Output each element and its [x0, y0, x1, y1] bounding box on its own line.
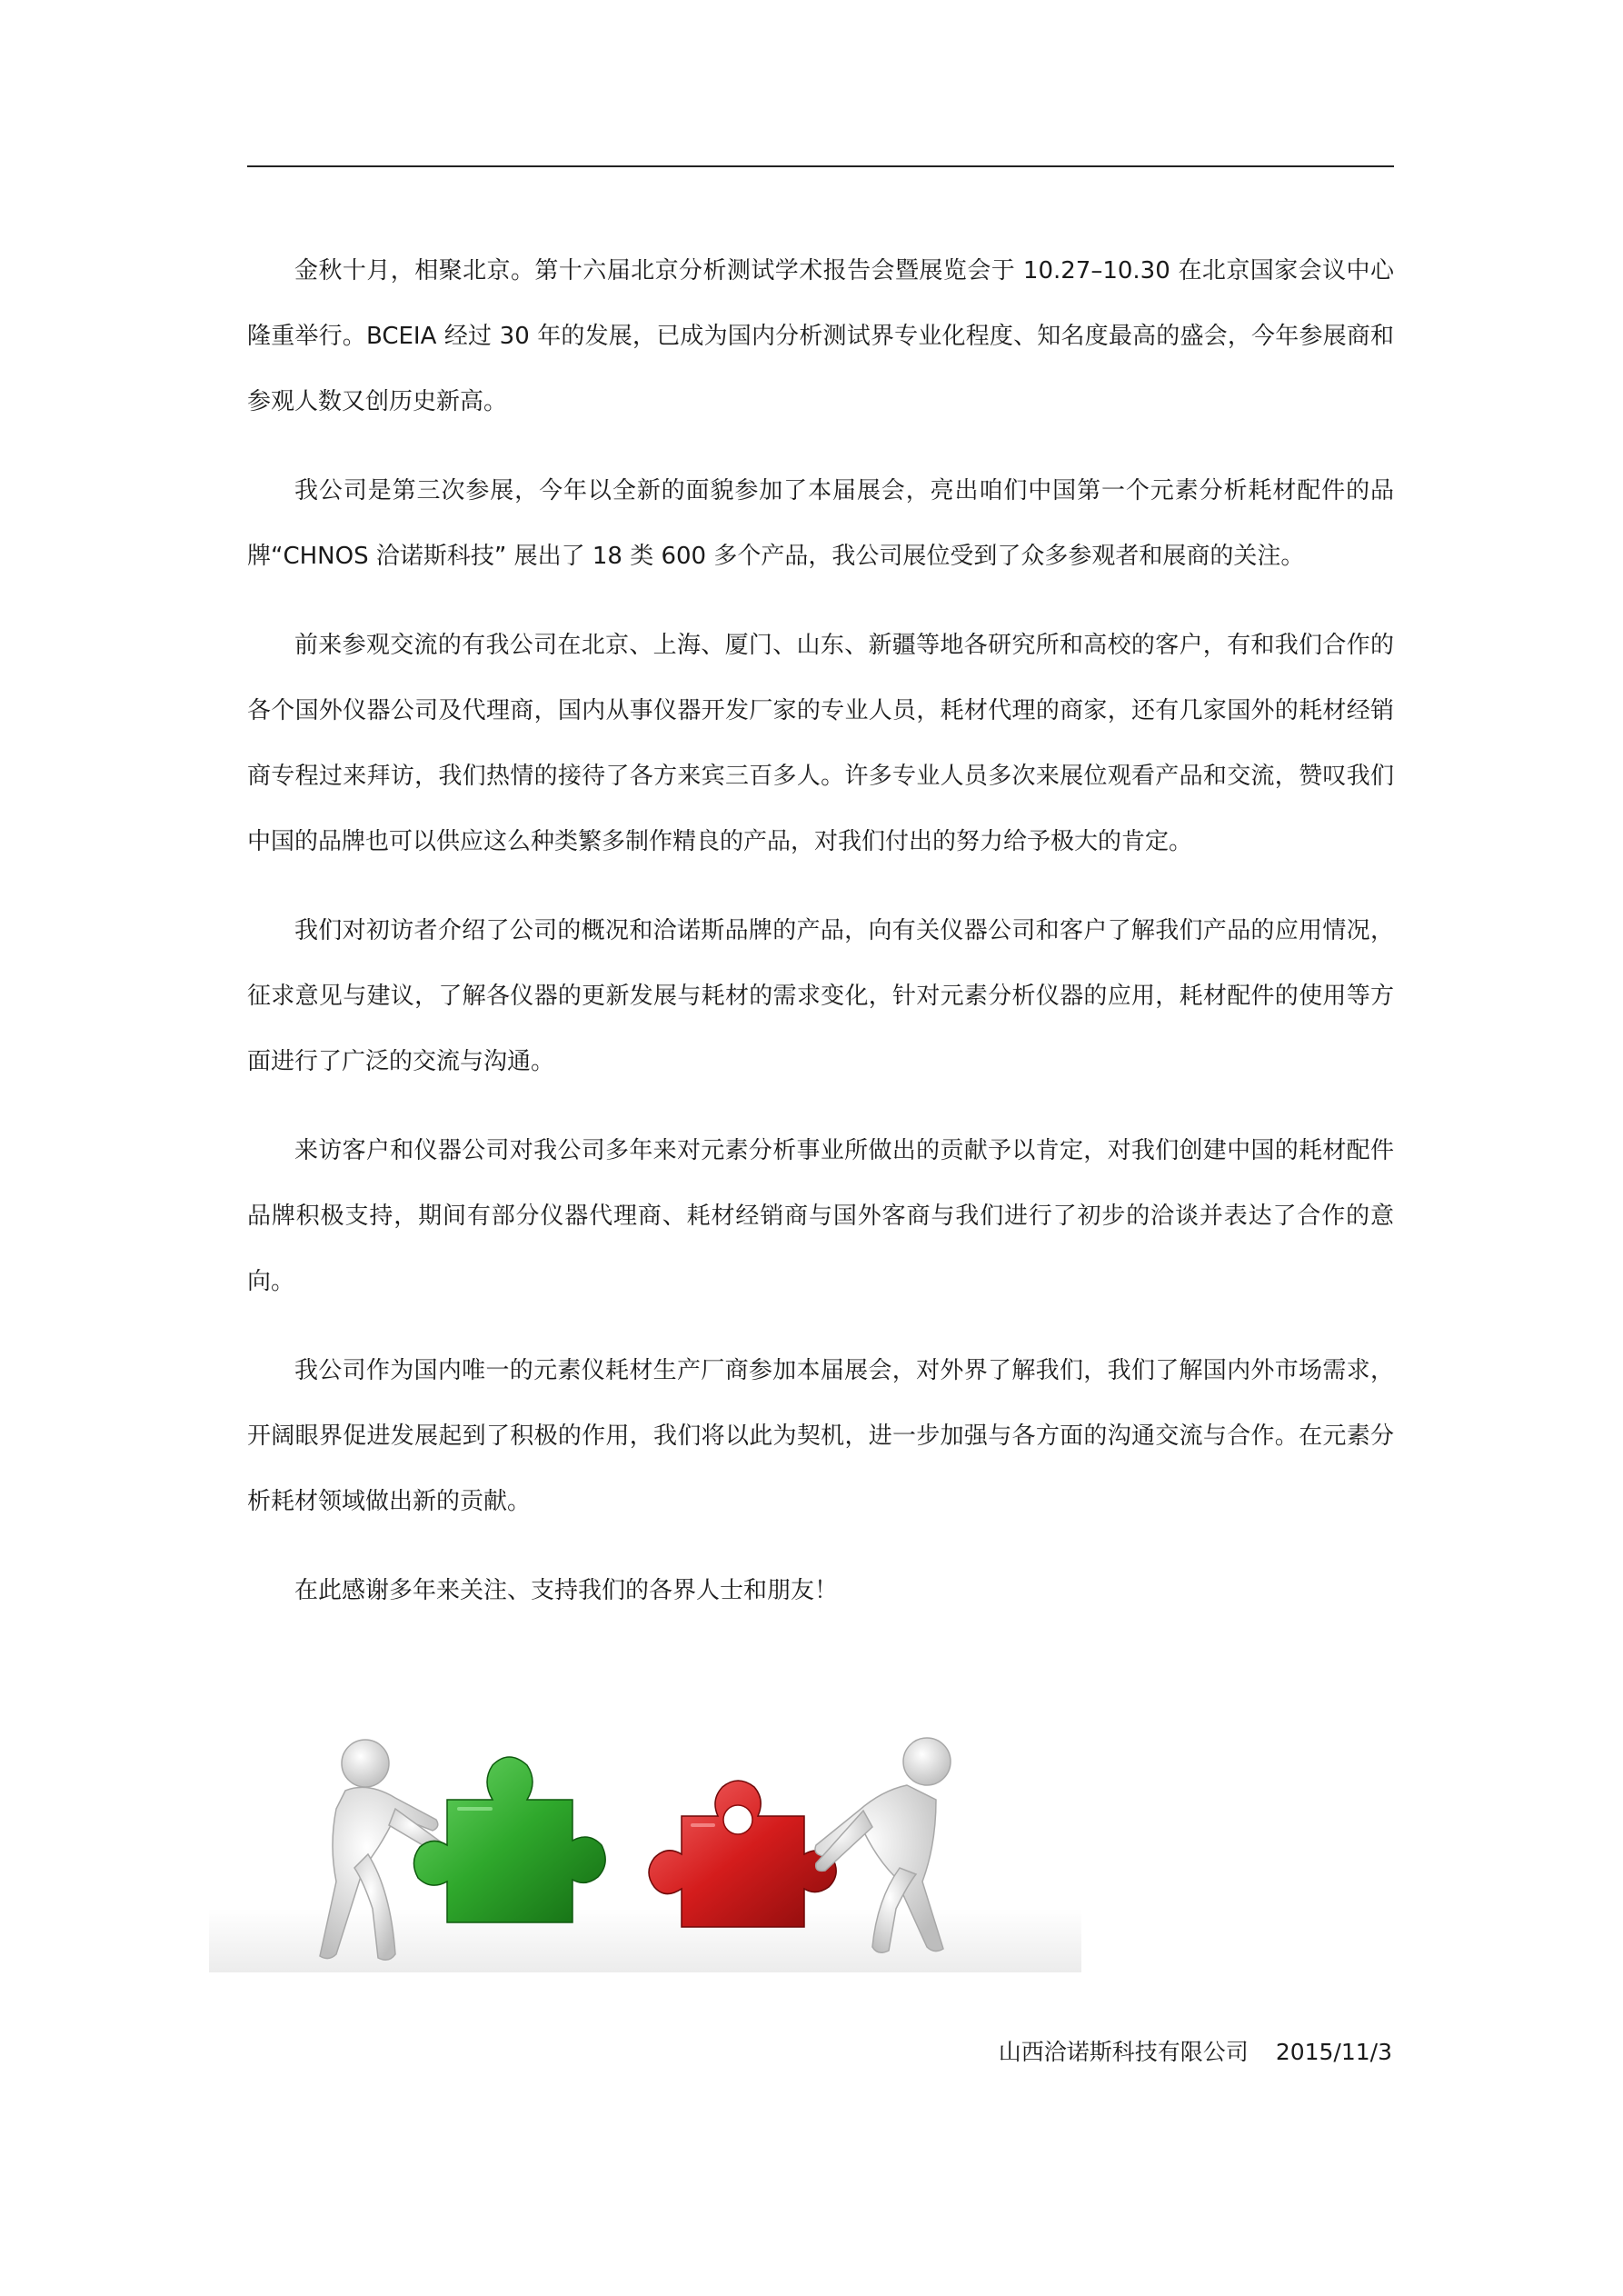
company-name: 山西洽诺斯科技有限公司 [998, 2039, 1249, 2065]
paragraph-6: 我公司作为国内唯一的元素仪耗材生产厂商参加本届展会，对外界了解我们，我们了解国内外市场需求，开阔眼界促进发展起到了积极的作用，我们将以此为契机，进一步加强与各方面的沟通交流与合作。在元素分析耗材领域做出新的贡献。 [247, 1357, 1394, 1515]
paragraph-2: 我公司是第三次参展，今年以全新的面貌参加了本届展会，亮出咱们中国第一个元素分析耗材配件的品牌“CHNOS 洽诺斯科技” 展出了 18 类 600 多个产品，我公司展位受到了众多参观者和展商的关注。 [247, 477, 1394, 570]
paragraph-1: 金秋十月，相聚北京。第十六届北京分析测试学术报告会暨展览会于 10.27–10.30 在北京国家会议中心隆重举行。BCEIA 经过 30 年的发展，已成为国内分析测试界专业化程度、知名度最高的盛会，今年参展商和参观人数又创历史新高。 [247, 257, 1394, 415]
header-rule [247, 165, 1394, 167]
paragraph-4: 我们对初访者介绍了公司的概况和洽诺斯品牌的产品，向有关仪器公司和客户了解我们产品的应用情况，征求意见与建议，了解各仪器的更新发展与耗材的需求变化，针对元素分析仪器的应用，耗材配件的使用等方面进行了广泛的交流与沟通。 [247, 917, 1394, 1075]
green-puzzle-piece-icon [413, 1757, 605, 1922]
red-puzzle-piece-icon [649, 1781, 836, 1927]
signature-line [999, 2034, 1392, 2071]
paragraph-5: 来访客户和仪器公司对我公司多年来对元素分析事业所做出的贡献予以肯定，对我们创建中国的耗材配件品牌积极支持，期间有部分仪器代理商、耗材经销商与国外客商与我们进行了初步的洽谈并表达了合作的意向。 [247, 1137, 1394, 1295]
document-date: 2015/11/3 [1275, 2039, 1392, 2065]
paragraph-7: 在此感谢多年来关注、支持我们的各界人士和朋友！ [294, 1577, 839, 1604]
article-body [247, 238, 1394, 1647]
paragraph-3: 前来参观交流的有我公司在北京、上海、厦门、山东、新疆等地各研究所和高校的客户，有和我们合作的各个国外仪器公司及代理商，国内从事仪器开发厂家的专业人员，耗材代理的商家，还有几家国外的耗材经销商专程过来拜访，我们热情的接待了各方来宾三百多人。许多专业人员多次来展位观看产品和交流，赞叹我们中国的品牌也可以供应这么种类繁多制作精良的产品，对我们付出的努力给予极大的肯定。 [247, 632, 1394, 855]
puzzle-figures-illustration [209, 1709, 1081, 1972]
